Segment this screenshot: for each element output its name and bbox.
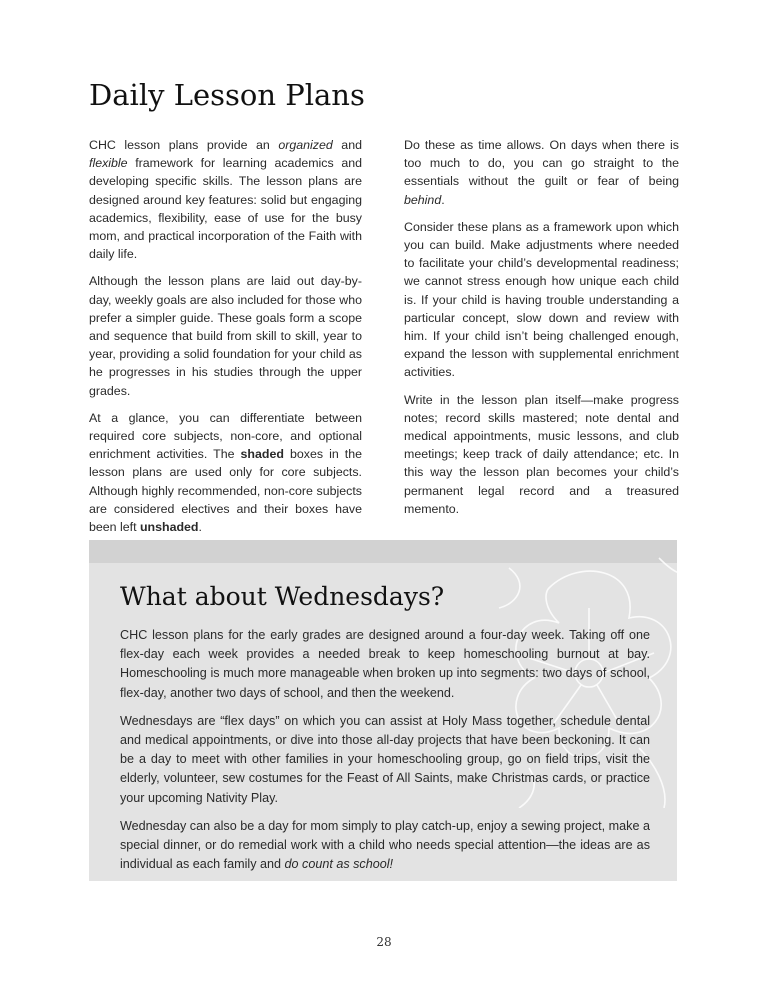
paragraph-write-in-plan: Write in the lesson plan itself—make progress notes; record skills mastered; note dental and medical appointments, music lessons, and club meetings; keep track of daily attendance; etc. In this way the lesson plan becomes your child’s permanent legal record and a treasured memento.	[404, 392, 679, 516]
emphasis-behind: behind	[404, 192, 442, 207]
paragraph-time-allows: Do these as time allows. On days when there is too much to do, you can go straight to the essentials without the guilt or fear of being behind.	[404, 138, 679, 207]
emphasis-do-count: do count as school!	[284, 857, 394, 872]
paragraph-flex-days: Wednesdays are “flex days” on which you can assist at Holy Mass together, schedule dental and medical appointments, or dive into those all-day projects that have been beckoning. It can be a day to meet with other families in your homeschooling group, go on field trips, visit the elderly, volunteer, sew costumes for the Feast of All Saints, make Christmas cards, or practice your upcoming Nativity Play.	[120, 713, 650, 805]
paragraph-four-day-week: CHC lesson plans for the early grades are designed around a four-day week. Taking off one flex-day each week provides a needed break to keep homeschooling burnout at bay. Homeschooling is much more manageable when broken up into segments: two days of school, flex-day, another two days of school, and then the weekend.	[120, 628, 650, 700]
box-title: What about Wednesdays?	[120, 582, 445, 611]
right-column	[404, 136, 679, 527]
left-column	[89, 136, 362, 545]
paragraph-catch-up: Wednesday can also be a day for mom simply to play catch-up, enjoy a sewing project, make a special dinner, or do remedial work with a child who needs special attention—the ideas are as individual as each family and do count as school!	[120, 818, 650, 872]
paragraph-shaded-boxes: At a glance, you can differentiate between required core subjects, non-core, and optional enrichment activities. The shaded boxes in the lesson plans are used only for core subjects. Although highly recommended, non-core subjects are considered electives and their boxes have been left unshaded.	[89, 410, 363, 535]
wednesday-sidebar-box	[89, 540, 677, 881]
strong-unshaded: unshaded	[139, 520, 199, 535]
strong-shaded: shaded	[240, 447, 284, 462]
box-body	[120, 626, 650, 881]
emphasis-organized: organized	[278, 138, 333, 152]
paragraph-intro: CHC lesson plans provide an organized and flexible framework for learning academics and developing specific skills. The lesson plans are designed around key features: solid but engaging academics, flexibility, ease of use for the busy mom, and practical incorporation of the Faith with daily life.	[89, 138, 362, 262]
page-number: 28	[376, 935, 392, 949]
page-title: Daily Lesson Plans	[89, 78, 365, 112]
paragraph-framework: Consider these plans as a framework upon which you can build. Make adjustments where needed to facilitate your child’s developmental readiness; we cannot stress enough how unique each child is. If your child is having trouble understanding a particular concept, slow down and review with him. If your child isn’t being challenged enough, expand the lesson with supplemental enrichment activities.	[404, 219, 679, 380]
emphasis-flexible: flexible	[89, 156, 128, 171]
paragraph-weekly-goals: Although the lesson plans are laid out day-by-day, weekly goals are also included for those who prefer a simpler guide. These goals form a scope and sequence that build from skill to skill, year to year, providing a solid foundation for your child as he progresses in his studies through the upper grades.	[89, 274, 362, 398]
